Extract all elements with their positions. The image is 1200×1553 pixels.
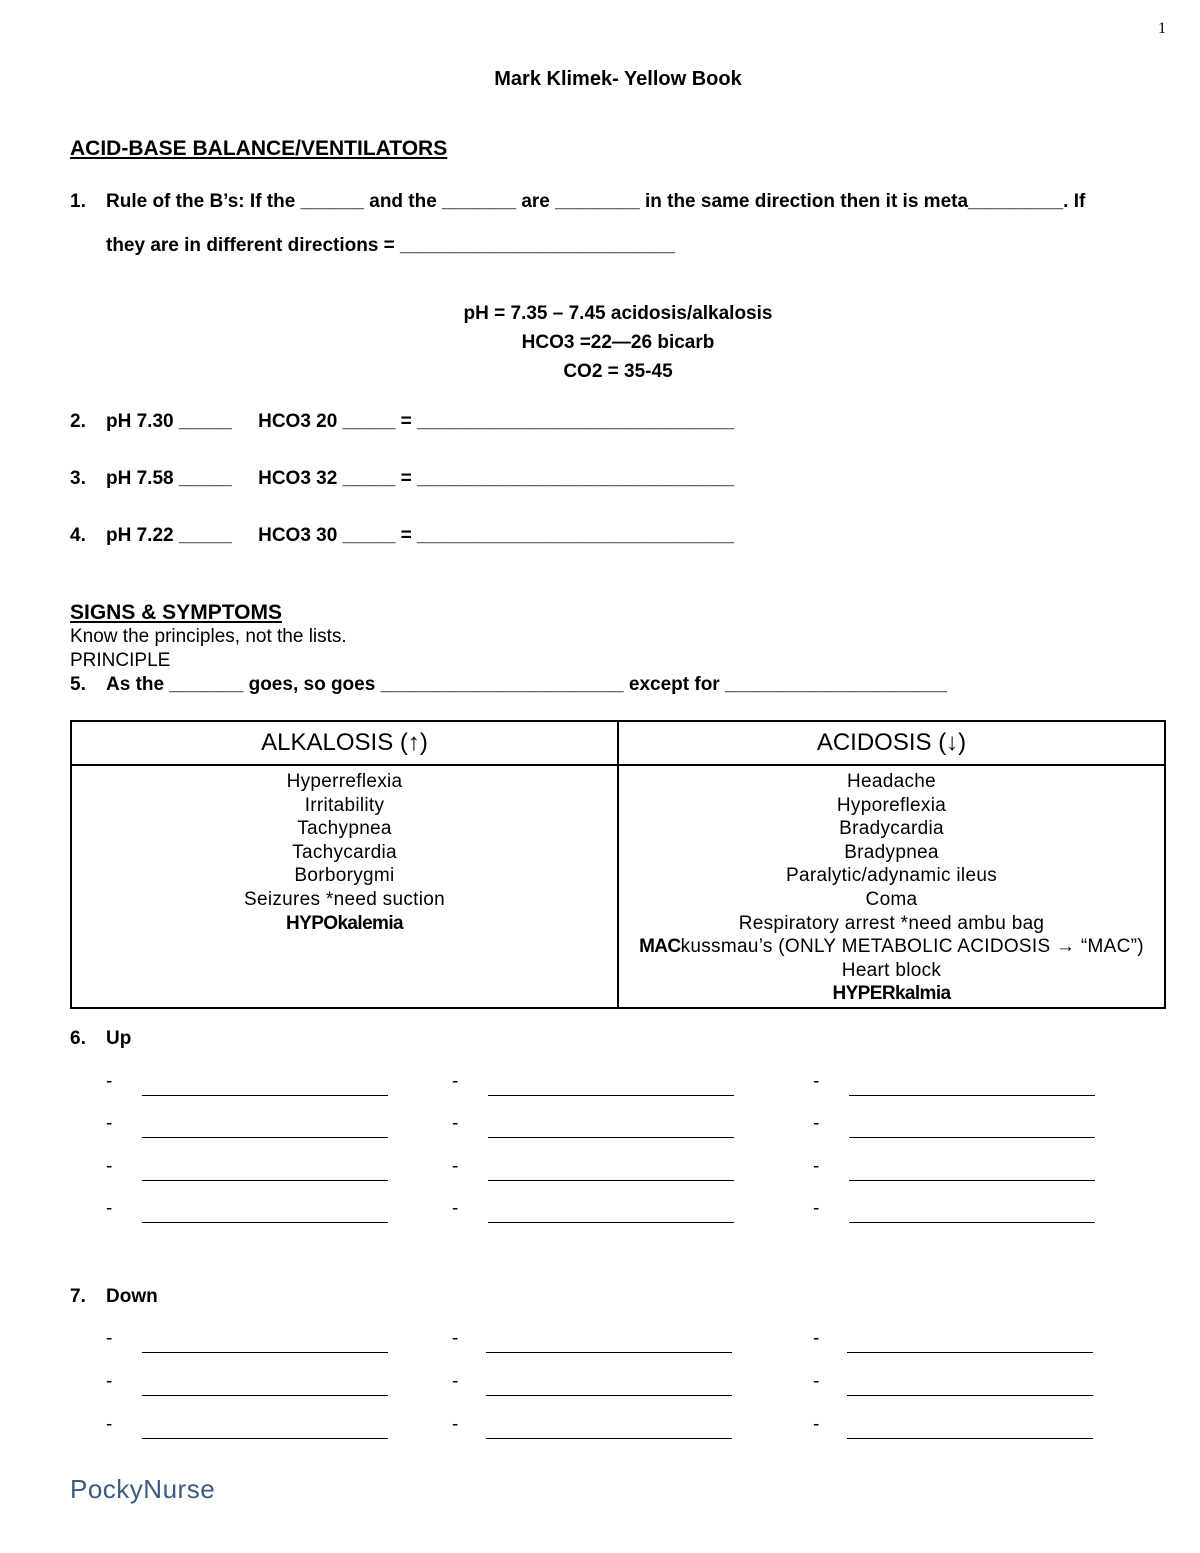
answer-blank[interactable] <box>486 1352 732 1353</box>
question-7-number: 7. <box>70 1286 86 1307</box>
answer-blank[interactable] <box>847 1438 1093 1439</box>
answer-blank[interactable] <box>488 1095 734 1096</box>
answer-blank[interactable] <box>849 1222 1095 1223</box>
bullet-dash: - <box>813 1198 820 1219</box>
bullet-dash: - <box>106 1371 113 1392</box>
section-heading-signs-symptoms: SIGNS & SYMPTOMS <box>70 601 282 624</box>
alkalosis-item: Seizures *need suction <box>244 888 445 910</box>
alkalosis-item: Tachycardia <box>292 841 397 863</box>
answer-blank[interactable] <box>142 1352 388 1353</box>
bullet-dash: - <box>813 1113 820 1134</box>
bullet-dash: - <box>452 1371 459 1392</box>
bullet-dash: - <box>452 1328 459 1349</box>
answer-blank[interactable] <box>142 1222 388 1223</box>
footer-brand: PockyNurse <box>70 1474 216 1504</box>
question-1-line-2: they are in different directions = __________________________ <box>106 235 675 256</box>
alkalosis-item: Hyperreflexia <box>286 771 403 792</box>
bullet-dash: - <box>813 1071 820 1092</box>
bullet-dash: - <box>813 1371 820 1392</box>
answer-blank[interactable] <box>142 1395 388 1396</box>
section-heading-acid-base: ACID-BASE BALANCE/VENTILATORS <box>70 137 448 160</box>
question-4-number: 4. <box>70 525 86 546</box>
answer-blank[interactable] <box>142 1180 388 1181</box>
answer-blank[interactable] <box>142 1438 388 1439</box>
answer-blank[interactable] <box>142 1137 388 1138</box>
acidosis-item: Respiratory arrest *need ambu bag <box>738 912 1045 934</box>
question-1-number: 1. <box>70 191 86 212</box>
question-7-label: Down <box>106 1286 158 1307</box>
answer-blank[interactable] <box>486 1438 732 1439</box>
answer-blank[interactable] <box>142 1095 388 1096</box>
answer-blank[interactable] <box>847 1352 1093 1353</box>
acidosis-item-hyperkalemia: HYPERkalmia <box>832 983 951 1005</box>
question-4-text: pH 7.22 _____ HCO3 30 _____ = ______________________________ <box>106 525 735 546</box>
bullet-dash: - <box>452 1198 459 1219</box>
bullet-dash: - <box>452 1156 459 1177</box>
bullet-dash: - <box>452 1113 459 1134</box>
acidosis-item: Bradypnea <box>844 841 939 863</box>
bullet-dash: - <box>106 1198 113 1219</box>
bullet-dash: - <box>106 1414 113 1435</box>
signs-symptoms-table <box>70 720 1166 1009</box>
question-1-line-1: Rule of the B’s: If the ______ and the _______ are ________ in the same direction then it is meta_________. If <box>106 191 1086 212</box>
bullet-dash: - <box>106 1328 113 1349</box>
normal-ranges <box>0 299 1200 386</box>
principle-label: PRINCIPLE <box>70 650 171 671</box>
range-co2: CO2 = 35-45 <box>563 361 673 382</box>
acidosis-item: Bradycardia <box>839 818 944 840</box>
bullet-dash: - <box>452 1071 459 1092</box>
alkalosis-item-hypokalemia: HYPOkalemia <box>286 912 403 934</box>
acidosis-item: Hyporeflexia <box>836 794 947 816</box>
bullet-dash: - <box>106 1113 113 1134</box>
answer-blank[interactable] <box>849 1180 1095 1181</box>
bullet-dash: - <box>106 1156 113 1177</box>
acidosis-header: ACIDOSIS (↓) <box>618 721 1165 765</box>
alkalosis-item: Borborygmi <box>294 865 395 887</box>
bullet-dash: - <box>813 1156 820 1177</box>
answer-blank[interactable] <box>488 1180 734 1181</box>
alkalosis-item: Tachypnea <box>297 818 392 840</box>
question-2-number: 2. <box>70 411 86 432</box>
answer-blank[interactable] <box>486 1395 732 1396</box>
kussmaul-text: kussmau’s (ONLY METABOLIC ACIDOSIS → “MAC”) <box>680 936 1144 958</box>
bullet-dash: - <box>813 1328 820 1349</box>
alkalosis-header: ALKALOSIS (↑) <box>71 721 618 765</box>
acidosis-item: Paralytic/adynamic ileus <box>785 865 997 887</box>
answer-blank[interactable] <box>488 1137 734 1138</box>
range-hco3: HCO3 =22—26 bicarb <box>521 332 715 353</box>
acidosis-column <box>618 765 1165 1008</box>
alkalosis-column <box>71 765 618 1008</box>
question-6-number: 6. <box>70 1028 86 1049</box>
bullet-dash: - <box>813 1414 820 1435</box>
question-6-label: Up <box>106 1028 132 1049</box>
page-number: 1 <box>1158 20 1166 37</box>
answer-blank[interactable] <box>488 1222 734 1223</box>
bullet-dash: - <box>106 1071 113 1092</box>
acidosis-item: Coma <box>865 888 918 910</box>
document-title: Mark Klimek- Yellow Book <box>494 68 742 90</box>
principles-note: Know the principles, not the lists. <box>70 626 347 647</box>
question-2-text: pH 7.30 _____ HCO3 20 _____ = ______________________________ <box>106 411 735 432</box>
question-3-number: 3. <box>70 468 86 489</box>
answer-blank[interactable] <box>849 1137 1095 1138</box>
acidosis-item-kussmaul <box>620 935 1163 959</box>
acidosis-item: Heart block <box>841 959 942 981</box>
question-5-number: 5. <box>70 674 86 695</box>
answer-blank[interactable] <box>847 1395 1093 1396</box>
range-ph: pH = 7.35 – 7.45 acidosis/alkalosis <box>463 303 773 324</box>
question-5-text: As the _______ goes, so goes _______________________ except for _____________________ <box>106 674 947 695</box>
mac-prefix: MAC <box>639 936 681 958</box>
acidosis-item: Headache <box>846 771 937 792</box>
alkalosis-item: Irritability <box>304 794 385 816</box>
question-3-text: pH 7.58 _____ HCO3 32 _____ = ______________________________ <box>106 468 735 489</box>
bullet-dash: - <box>452 1414 459 1435</box>
answer-blank[interactable] <box>849 1095 1095 1096</box>
